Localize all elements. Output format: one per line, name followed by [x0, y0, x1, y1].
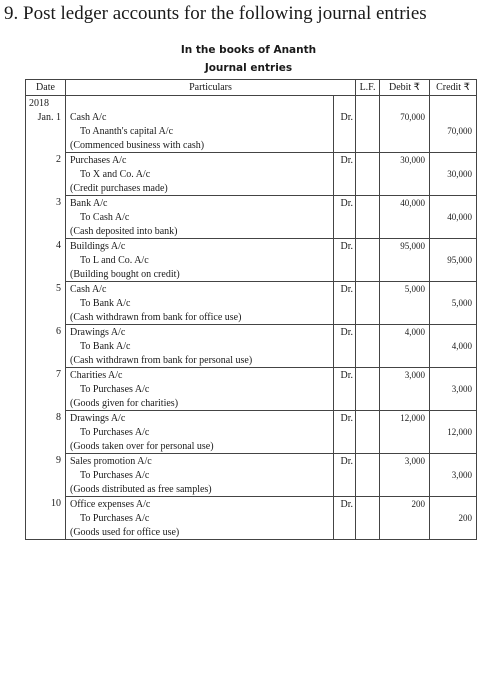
debit-amount: 4,000 [380, 325, 430, 340]
debit-amount: 5,000 [380, 282, 430, 297]
entry-date: 3 [26, 196, 66, 211]
debit-amount: 70,000 [380, 110, 430, 124]
credit-account: To Cash A/c [66, 210, 334, 224]
entry-credit-row [26, 210, 477, 224]
dr-marker: Dr. [334, 110, 356, 124]
question-heading: 9. Post ledger accounts for the following journal entries [4, 3, 427, 24]
lf-cell [356, 282, 380, 297]
narration: (Goods given for charities) [66, 396, 334, 411]
narration: (Cash withdrawn from bank for office use) [66, 310, 334, 325]
credit-amount: 4,000 [430, 339, 477, 353]
narration: (Credit purchases made) [66, 181, 334, 196]
date-empty [26, 253, 66, 267]
dr-empty [334, 181, 356, 196]
lf-cell [356, 310, 380, 325]
debit-empty [380, 224, 430, 239]
debit-empty [380, 253, 430, 267]
credit-empty [430, 396, 477, 411]
entry-debit-row [26, 153, 477, 168]
debit-empty [380, 482, 430, 497]
debit-empty [380, 210, 430, 224]
entry-date: 6 [26, 325, 66, 340]
dr-empty [334, 482, 356, 497]
journal-body [26, 96, 477, 540]
debit-empty [380, 425, 430, 439]
entry-debit-row [26, 454, 477, 469]
dr-marker: Dr. [334, 325, 356, 340]
credit-empty [430, 454, 477, 469]
entry-credit-row [26, 296, 477, 310]
date-empty [26, 353, 66, 368]
credit-empty [430, 497, 477, 512]
date-empty [26, 138, 66, 153]
entry-narration-row [26, 396, 477, 411]
entry-debit-row [26, 411, 477, 426]
credit-account: To Bank A/c [66, 296, 334, 310]
header-credit: Credit ₹ [430, 80, 477, 96]
lf-cell [356, 482, 380, 497]
date-empty [26, 167, 66, 181]
lf-cell [356, 439, 380, 454]
lf-cell [356, 196, 380, 211]
dr-empty [334, 339, 356, 353]
lf-cell [356, 425, 380, 439]
credit-empty [430, 239, 477, 254]
debit-empty [380, 339, 430, 353]
year-cell: 2018 [26, 96, 66, 111]
entry-debit-row [26, 239, 477, 254]
lf-cell [356, 210, 380, 224]
debit-empty [380, 310, 430, 325]
entry-debit-row [26, 368, 477, 383]
date-empty [26, 468, 66, 482]
lf-cell [356, 497, 380, 512]
lf-cell [356, 153, 380, 168]
dr-empty [334, 296, 356, 310]
header-date: Date [26, 80, 66, 96]
entry-date: 9 [26, 454, 66, 469]
debit-account: Cash A/c [66, 110, 334, 124]
credit-account: To Purchases A/c [66, 382, 334, 396]
debit-amount: 3,000 [380, 368, 430, 383]
date-empty [26, 439, 66, 454]
entry-date: 4 [26, 239, 66, 254]
date-empty [26, 482, 66, 497]
lf-cell [356, 253, 380, 267]
debit-empty [380, 525, 430, 540]
narration: (Commenced business with cash) [66, 138, 334, 153]
lf-cell [356, 267, 380, 282]
credit-amount: 200 [430, 511, 477, 525]
year-row [26, 96, 477, 111]
entry-narration-row [26, 138, 477, 153]
dr-empty [334, 425, 356, 439]
entry-date: Jan. 1 [26, 110, 66, 124]
entry-date: 5 [26, 282, 66, 297]
entry-credit-row [26, 167, 477, 181]
dr-marker: Dr. [334, 411, 356, 426]
debit-empty [380, 511, 430, 525]
date-empty [26, 210, 66, 224]
lf-cell [356, 296, 380, 310]
date-empty [26, 525, 66, 540]
credit-amount: 5,000 [430, 296, 477, 310]
credit-account: To Purchases A/c [66, 511, 334, 525]
date-empty [26, 339, 66, 353]
entry-narration-row [26, 310, 477, 325]
credit-empty [430, 482, 477, 497]
dr-empty [334, 353, 356, 368]
dr-empty [334, 310, 356, 325]
debit-empty [380, 396, 430, 411]
entry-narration-row [26, 353, 477, 368]
dr-marker: Dr. [334, 239, 356, 254]
debit-account: Buildings A/c [66, 239, 334, 254]
narration: (Goods distributed as free samples) [66, 482, 334, 497]
debit-empty [380, 138, 430, 153]
dr-marker: Dr. [334, 153, 356, 168]
lf-cell [356, 396, 380, 411]
lf-cell [356, 167, 380, 181]
entry-date: 8 [26, 411, 66, 426]
debit-amount: 40,000 [380, 196, 430, 211]
credit-account: To Purchases A/c [66, 425, 334, 439]
entry-debit-row [26, 110, 477, 124]
journal-table [25, 79, 477, 540]
credit-amount: 3,000 [430, 382, 477, 396]
entry-narration-row [26, 267, 477, 282]
debit-account: Sales promotion A/c [66, 454, 334, 469]
narration: (Cash withdrawn from bank for personal use) [66, 353, 334, 368]
debit-empty [380, 181, 430, 196]
debit-amount: 95,000 [380, 239, 430, 254]
lf-cell [356, 468, 380, 482]
debit-empty [380, 353, 430, 368]
entry-debit-row [26, 196, 477, 211]
lf-cell [356, 224, 380, 239]
lf-cell [356, 525, 380, 540]
credit-empty [430, 196, 477, 211]
entry-date: 2 [26, 153, 66, 168]
credit-empty [430, 439, 477, 454]
narration: (Goods used for office use) [66, 525, 334, 540]
credit-amount: 30,000 [430, 167, 477, 181]
dr-empty [334, 167, 356, 181]
date-empty [26, 382, 66, 396]
credit-account: To Purchases A/c [66, 468, 334, 482]
debit-account: Office expenses A/c [66, 497, 334, 512]
entry-credit-row [26, 253, 477, 267]
credit-empty [430, 267, 477, 282]
header-lf: L.F. [356, 80, 380, 96]
dr-empty [334, 525, 356, 540]
dr-marker: Dr. [334, 497, 356, 512]
debit-empty [380, 267, 430, 282]
credit-empty [430, 138, 477, 153]
dr-empty [334, 138, 356, 153]
debit-amount: 200 [380, 497, 430, 512]
debit-amount: 3,000 [380, 454, 430, 469]
credit-empty [430, 411, 477, 426]
entry-credit-row [26, 339, 477, 353]
dr-empty [334, 382, 356, 396]
credit-amount: 70,000 [430, 124, 477, 138]
debit-account: Charities A/c [66, 368, 334, 383]
dr-marker: Dr. [334, 282, 356, 297]
dr-empty [334, 253, 356, 267]
lf-cell [356, 239, 380, 254]
narration: (Goods taken over for personal use) [66, 439, 334, 454]
debit-empty [380, 124, 430, 138]
entry-credit-row [26, 511, 477, 525]
entry-debit-row [26, 282, 477, 297]
credit-empty [430, 310, 477, 325]
credit-amount: 40,000 [430, 210, 477, 224]
book-subtitle: Journal entries [204, 62, 293, 74]
debit-account: Cash A/c [66, 282, 334, 297]
debit-empty [380, 167, 430, 181]
narration: (Cash deposited into bank) [66, 224, 334, 239]
lf-cell [356, 110, 380, 124]
credit-account: To Bank A/c [66, 339, 334, 353]
entry-narration-row [26, 525, 477, 540]
entry-date: 10 [26, 497, 66, 512]
credit-amount: 12,000 [430, 425, 477, 439]
date-empty [26, 396, 66, 411]
dr-empty [334, 210, 356, 224]
entry-narration-row [26, 482, 477, 497]
dr-marker: Dr. [334, 196, 356, 211]
credit-empty [430, 153, 477, 168]
dr-empty [334, 124, 356, 138]
entry-date: 7 [26, 368, 66, 383]
credit-empty [430, 368, 477, 383]
debit-account: Drawings A/c [66, 325, 334, 340]
credit-empty [430, 110, 477, 124]
dr-empty [334, 224, 356, 239]
debit-amount: 30,000 [380, 153, 430, 168]
lf-cell [356, 181, 380, 196]
date-empty [26, 425, 66, 439]
lf-cell [356, 511, 380, 525]
credit-empty [430, 224, 477, 239]
credit-empty [430, 282, 477, 297]
credit-account: To Ananth's capital A/c [66, 124, 334, 138]
date-empty [26, 181, 66, 196]
entry-credit-row [26, 425, 477, 439]
entry-credit-row [26, 382, 477, 396]
credit-account: To X and Co. A/c [66, 167, 334, 181]
entry-credit-row [26, 468, 477, 482]
credit-empty [430, 525, 477, 540]
header-row [26, 80, 477, 96]
date-empty [26, 310, 66, 325]
date-empty [26, 224, 66, 239]
debit-empty [380, 382, 430, 396]
entry-narration-row [26, 181, 477, 196]
dr-marker: Dr. [334, 454, 356, 469]
lf-cell [356, 353, 380, 368]
credit-amount: 3,000 [430, 468, 477, 482]
header-particulars: Particulars [66, 80, 356, 96]
date-empty [26, 296, 66, 310]
dr-empty [334, 267, 356, 282]
lf-cell [356, 339, 380, 353]
debit-account: Bank A/c [66, 196, 334, 211]
book-title: In the books of Ananth [180, 44, 317, 56]
date-empty [26, 267, 66, 282]
lf-cell [356, 454, 380, 469]
credit-empty [430, 181, 477, 196]
debit-empty [380, 296, 430, 310]
dr-empty [334, 396, 356, 411]
lf-cell [356, 368, 380, 383]
narration: (Building bought on credit) [66, 267, 334, 282]
debit-account: Purchases A/c [66, 153, 334, 168]
debit-amount: 12,000 [380, 411, 430, 426]
dr-empty [334, 511, 356, 525]
credit-empty [430, 325, 477, 340]
dr-empty [334, 439, 356, 454]
entry-narration-row [26, 439, 477, 454]
credit-amount: 95,000 [430, 253, 477, 267]
date-empty [26, 124, 66, 138]
lf-cell [356, 138, 380, 153]
lf-cell [356, 325, 380, 340]
entry-debit-row [26, 497, 477, 512]
dr-empty [334, 468, 356, 482]
lf-cell [356, 411, 380, 426]
header-debit: Debit ₹ [380, 80, 430, 96]
lf-cell [356, 382, 380, 396]
debit-account: Drawings A/c [66, 411, 334, 426]
lf-cell [356, 124, 380, 138]
debit-empty [380, 439, 430, 454]
dr-marker: Dr. [334, 368, 356, 383]
entry-credit-row [26, 124, 477, 138]
entry-debit-row [26, 325, 477, 340]
date-empty [26, 511, 66, 525]
entry-narration-row [26, 224, 477, 239]
credit-account: To L and Co. A/c [66, 253, 334, 267]
credit-empty [430, 353, 477, 368]
debit-empty [380, 468, 430, 482]
